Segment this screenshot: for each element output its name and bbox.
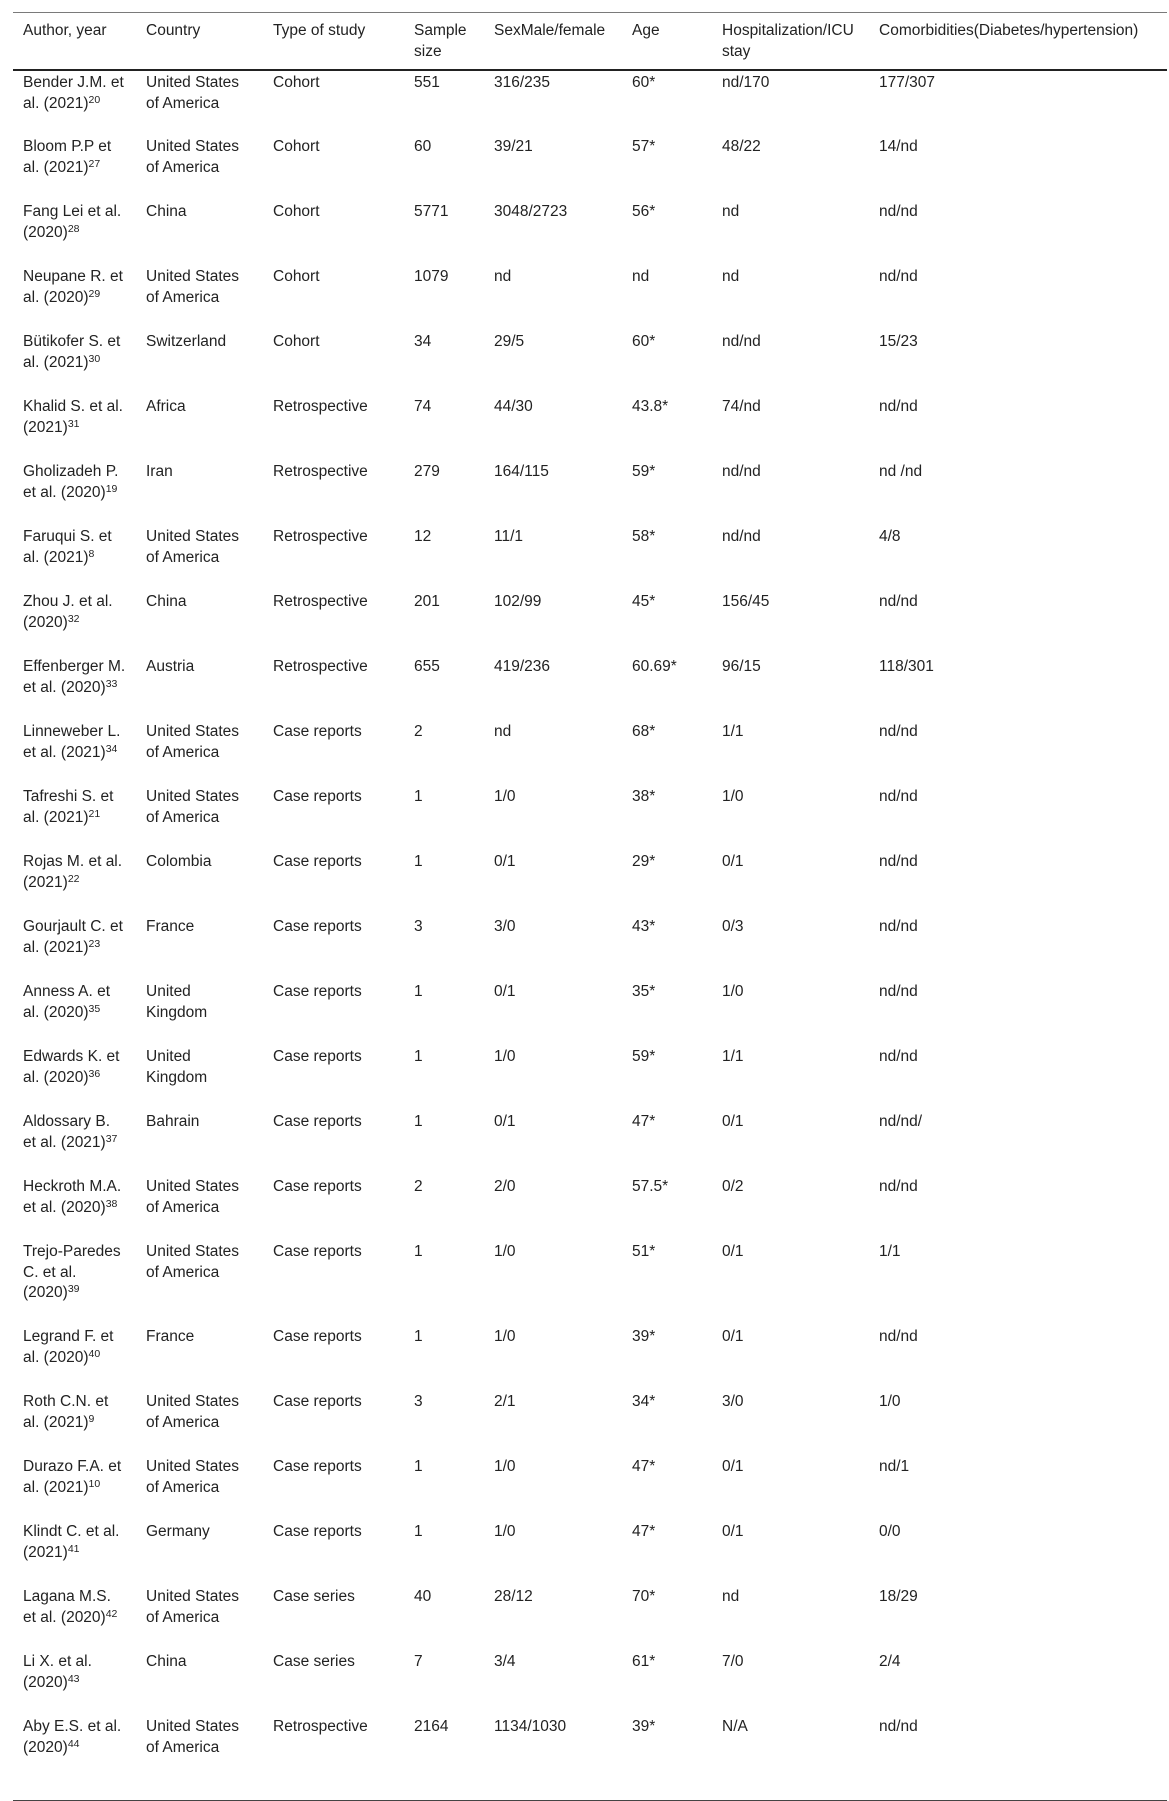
country-cell: United States of America [146, 1178, 240, 1216]
author-year-cell [13, 980, 136, 1045]
hospitalization-icu-cell: 156/45 [722, 593, 770, 610]
header-type-of-study: Type of study [273, 22, 366, 39]
table-body [13, 70, 1167, 1800]
comorbidities-cell: nd/1 [879, 1458, 910, 1475]
reference-number: 28 [67, 222, 80, 235]
author-year-text: Li X. et al. (2020) [23, 1653, 92, 1691]
age-cell: 43* [632, 918, 656, 935]
author-year-cell [13, 70, 136, 135]
reference-number: 31 [67, 417, 80, 430]
author-year-text: Klindt C. et al. (2021) [23, 1523, 120, 1561]
age-cell: 39* [632, 1328, 656, 1345]
author-year-text: Khalid S. et al. (2021) [23, 398, 123, 436]
study-type-cell: Case reports [273, 723, 362, 740]
table-row [13, 1650, 1167, 1715]
table-row [13, 655, 1167, 720]
author-year-cell [13, 330, 136, 395]
hospitalization-icu-cell: 1/0 [722, 788, 744, 805]
sex-cell: 1/0 [494, 1523, 516, 1540]
hospitalization-icu-cell: nd [722, 268, 740, 285]
age-cell: 35* [632, 983, 656, 1000]
author-year-text: Aby E.S. et al. (2020) [23, 1718, 122, 1756]
sex-cell: 0/1 [494, 1113, 516, 1130]
author-year-cell [13, 525, 136, 590]
comorbidities-cell: 0/0 [879, 1523, 901, 1540]
reference-number: 9 [88, 1412, 95, 1425]
country-cell: United States of America [146, 1588, 240, 1626]
hospitalization-icu-cell: 3/0 [722, 1393, 744, 1410]
age-cell: 39* [632, 1718, 656, 1735]
studies-table [13, 12, 1167, 1801]
study-type-cell: Retrospective [273, 658, 368, 675]
comorbidities-cell: 1/1 [879, 1243, 901, 1260]
author-year-text: Legrand F. et al. (2020) [23, 1328, 114, 1366]
comorbidities-cell: nd/nd [879, 1048, 918, 1065]
author-year-cell [13, 265, 136, 330]
reference-number: 20 [88, 93, 101, 106]
reference-number: 38 [105, 1197, 118, 1210]
author-year-text: Neupane R. et al. (2020) [23, 268, 123, 306]
reference-number: 44 [67, 1737, 80, 1750]
hospitalization-icu-cell: nd/nd [722, 333, 761, 350]
author-year-cell [13, 590, 136, 655]
study-type-cell: Case reports [273, 1523, 362, 1540]
table-row [13, 265, 1167, 330]
comorbidities-cell: 4/8 [879, 528, 901, 545]
sample-size-cell: 1 [414, 1458, 423, 1475]
age-cell: 45* [632, 593, 656, 610]
author-year-text: Heckroth M.A. et al. (2020) [23, 1178, 122, 1216]
author-year-text: Tafreshi S. et al. (2021) [23, 788, 114, 826]
country-cell: Austria [146, 658, 195, 675]
reference-number: 35 [88, 1002, 101, 1015]
sample-size-cell: 201 [414, 593, 440, 610]
author-year-text: Rojas M. et al. (2021) [23, 853, 123, 891]
sample-size-cell: 34 [414, 333, 432, 350]
country-cell: Iran [146, 463, 173, 480]
comorbidities-cell: 177/307 [879, 74, 936, 91]
sample-size-cell: 1 [414, 788, 423, 805]
sample-size-cell: 12 [414, 528, 432, 545]
reference-number: 33 [105, 677, 118, 690]
hospitalization-icu-cell: nd [722, 203, 740, 220]
age-cell: 47* [632, 1458, 656, 1475]
sample-size-cell: 1 [414, 1328, 423, 1345]
reference-number: 36 [88, 1067, 101, 1080]
hospitalization-icu-cell: 1/1 [722, 1048, 744, 1065]
study-type-cell: Case reports [273, 1458, 362, 1475]
study-type-cell: Cohort [273, 333, 320, 350]
reference-number: 34 [105, 742, 118, 755]
study-type-cell: Case series [273, 1653, 355, 1670]
age-cell: 57* [632, 138, 656, 155]
header-hospitalization-icu: Hospitalization/ICU stay [722, 22, 854, 60]
reference-number: 19 [105, 482, 118, 495]
author-year-cell [13, 1325, 136, 1390]
study-type-cell: Case reports [273, 1178, 362, 1195]
sex-cell: 0/1 [494, 983, 516, 1000]
sample-size-cell: 551 [414, 74, 440, 91]
author-year-cell [13, 135, 136, 200]
hospitalization-icu-cell: 0/1 [722, 1523, 744, 1540]
sex-cell: 44/30 [494, 398, 533, 415]
study-type-cell: Case series [273, 1588, 355, 1605]
author-year-cell [13, 460, 136, 525]
reference-number: 22 [67, 872, 80, 885]
sex-cell: 419/236 [494, 658, 551, 675]
comorbidities-cell: nd/nd [879, 983, 918, 1000]
comorbidities-cell: 118/301 [879, 658, 934, 675]
comorbidities-cell: 1/0 [879, 1393, 901, 1410]
author-year-text: Anness A. et al. (2020) [23, 983, 111, 1021]
sex-cell: 2/0 [494, 1178, 516, 1195]
country-cell: Germany [146, 1523, 210, 1540]
header-country: Country [146, 22, 201, 39]
table-row [13, 1715, 1167, 1800]
hospitalization-icu-cell: 0/1 [722, 1113, 744, 1130]
age-cell: 60.69* [632, 658, 677, 675]
hospitalization-icu-cell: 96/15 [722, 658, 761, 675]
reference-number: 40 [88, 1347, 101, 1360]
author-year-cell [13, 1045, 136, 1110]
sample-size-cell: 74 [414, 398, 432, 415]
study-type-cell: Retrospective [273, 1718, 368, 1735]
table-row [13, 1390, 1167, 1455]
study-type-cell: Retrospective [273, 398, 368, 415]
age-cell: 51* [632, 1243, 656, 1260]
country-cell: Colombia [146, 853, 212, 870]
hospitalization-icu-cell: 1/0 [722, 983, 744, 1000]
country-cell: Switzerland [146, 333, 227, 350]
sample-size-cell: 3 [414, 918, 423, 935]
table-row [13, 915, 1167, 980]
study-type-cell: Case reports [273, 1393, 362, 1410]
hospitalization-icu-cell: 0/1 [722, 1328, 744, 1345]
table-row [13, 525, 1167, 590]
sample-size-cell: 1 [414, 983, 423, 1000]
reference-number: 23 [88, 937, 101, 950]
sex-cell: 39/21 [494, 138, 533, 155]
country-cell: United States of America [146, 74, 240, 112]
age-cell: 47* [632, 1523, 656, 1540]
sex-cell: nd [494, 723, 512, 740]
author-year-text: Durazo F.A. et al. (2021) [23, 1458, 122, 1496]
table-row [13, 135, 1167, 200]
sample-size-cell: 2164 [414, 1718, 449, 1735]
sex-cell: 29/5 [494, 333, 525, 350]
hospitalization-icu-cell: 0/1 [722, 853, 744, 870]
country-cell: United Kingdom [146, 1048, 208, 1086]
reference-number: 43 [67, 1672, 80, 1685]
table-row [13, 590, 1167, 655]
author-year-text: Trejo-Paredes C. et al. (2020) [23, 1243, 121, 1301]
study-type-cell: Case reports [273, 1328, 362, 1345]
country-cell: China [146, 203, 187, 220]
author-year-cell [13, 720, 136, 785]
age-cell: 68* [632, 723, 656, 740]
sample-size-cell: 40 [414, 1588, 432, 1605]
reference-number: 30 [88, 352, 101, 365]
author-year-cell [13, 1175, 136, 1240]
author-year-text: Effenberger M. et al. (2020) [23, 658, 126, 696]
header-comorbidities: Comorbidities(Diabetes/hypertension) [879, 22, 1139, 39]
table-row [13, 200, 1167, 265]
table-row [13, 1240, 1167, 1325]
table-row [13, 1110, 1167, 1175]
comorbidities-cell: nd/nd [879, 398, 918, 415]
sex-cell: 164/115 [494, 463, 549, 480]
author-year-cell [13, 655, 136, 720]
reference-number: 10 [88, 1477, 101, 1490]
country-cell: Africa [146, 398, 186, 415]
comorbidities-cell: nd/nd [879, 723, 918, 740]
comorbidities-cell: nd/nd [879, 203, 918, 220]
study-type-cell: Cohort [273, 138, 320, 155]
age-cell: 60* [632, 74, 656, 91]
comorbidities-cell: nd /nd [879, 463, 923, 480]
hospitalization-icu-cell: 0/1 [722, 1243, 744, 1260]
sex-cell: 1134/1030 [494, 1718, 567, 1735]
study-type-cell: Case reports [273, 853, 362, 870]
age-cell: 43.8* [632, 398, 669, 415]
author-year-cell [13, 1110, 136, 1175]
study-type-cell: Case reports [273, 788, 362, 805]
author-year-cell [13, 1650, 136, 1715]
hospitalization-icu-cell: nd [722, 1588, 740, 1605]
comorbidities-cell: 15/23 [879, 333, 918, 350]
author-year-cell [13, 1455, 136, 1520]
hospitalization-icu-cell: nd/170 [722, 74, 770, 91]
age-cell: 38* [632, 788, 656, 805]
author-year-cell [13, 1520, 136, 1585]
study-type-cell: Retrospective [273, 463, 368, 480]
study-type-cell: Cohort [273, 203, 320, 220]
author-year-text: Gourjault C. et al. (2021) [23, 918, 123, 956]
country-cell: China [146, 1653, 187, 1670]
sex-cell: 102/99 [494, 593, 542, 610]
reference-number: 29 [88, 287, 101, 300]
comorbidities-cell: nd/nd/ [879, 1113, 923, 1130]
author-year-cell [13, 785, 136, 850]
sample-size-cell: 2 [414, 1178, 423, 1195]
table-row [13, 70, 1167, 135]
sample-size-cell: 5771 [414, 203, 449, 220]
reference-number: 41 [67, 1542, 80, 1555]
age-cell: 58* [632, 528, 656, 545]
age-cell: 57.5* [632, 1178, 669, 1195]
sex-cell: 11/1 [494, 528, 524, 545]
hospitalization-icu-cell: 1/1 [722, 723, 744, 740]
hospitalization-icu-cell: 0/2 [722, 1178, 744, 1195]
reference-number: 37 [105, 1132, 118, 1145]
age-cell: 59* [632, 463, 656, 480]
comorbidities-cell: nd/nd [879, 593, 918, 610]
country-cell: United States of America [146, 528, 240, 566]
age-cell: 70* [632, 1588, 656, 1605]
hospitalization-icu-cell: 48/22 [722, 138, 761, 155]
sex-cell: 1/0 [494, 1243, 516, 1260]
study-type-cell: Retrospective [273, 528, 368, 545]
header-sample-size: Sample size [414, 22, 467, 60]
author-year-text: Zhou J. et al. (2020) [23, 593, 113, 631]
author-year-text: Roth C.N. et al. (2021) [23, 1393, 109, 1431]
sex-cell: 2/1 [494, 1393, 516, 1410]
study-type-cell: Case reports [273, 1243, 362, 1260]
country-cell: United Kingdom [146, 983, 208, 1021]
table-row [13, 720, 1167, 785]
hospitalization-icu-cell: 74/nd [722, 398, 761, 415]
table-row [13, 980, 1167, 1045]
sample-size-cell: 1079 [414, 268, 449, 285]
study-type-cell: Retrospective [273, 593, 368, 610]
author-year-cell [13, 915, 136, 980]
author-year-cell [13, 1240, 136, 1325]
comorbidities-cell: nd/nd [879, 1178, 918, 1195]
sample-size-cell: 1 [414, 853, 423, 870]
sample-size-cell: 1 [414, 1243, 423, 1260]
country-cell: China [146, 593, 187, 610]
study-type-cell: Case reports [273, 918, 362, 935]
age-cell: 47* [632, 1113, 656, 1130]
header-author-year: Author, year [23, 22, 107, 39]
studies-table-container [13, 12, 1167, 1801]
table-row [13, 1045, 1167, 1110]
sex-cell: 316/235 [494, 74, 551, 91]
comorbidities-cell: nd/nd [879, 918, 918, 935]
table-row [13, 460, 1167, 525]
country-cell: Bahrain [146, 1113, 200, 1130]
author-year-cell [13, 850, 136, 915]
sample-size-cell: 1 [414, 1113, 423, 1130]
author-year-text: Faruqui S. et al. (2021) [23, 528, 112, 566]
age-cell: 60* [632, 333, 656, 350]
table-row [13, 1520, 1167, 1585]
hospitalization-icu-cell: 0/1 [722, 1458, 744, 1475]
sample-size-cell: 279 [414, 463, 440, 480]
country-cell: United States of America [146, 723, 240, 761]
country-cell: France [146, 918, 195, 935]
country-cell: United States of America [146, 1458, 240, 1496]
study-type-cell: Cohort [273, 74, 320, 91]
reference-number: 21 [88, 807, 101, 820]
comorbidities-cell: 14/nd [879, 138, 918, 155]
comorbidities-cell: nd/nd [879, 1328, 918, 1345]
age-cell: 34* [632, 1393, 656, 1410]
reference-number: 27 [88, 157, 101, 170]
table-row [13, 330, 1167, 395]
reference-number: 32 [67, 612, 80, 625]
author-year-cell [13, 200, 136, 265]
sex-cell: 1/0 [494, 1328, 516, 1345]
study-type-cell: Case reports [273, 1048, 362, 1065]
author-year-text: Gholizadeh P. et al. (2020) [23, 463, 119, 501]
reference-number: 42 [105, 1607, 118, 1620]
sex-cell: 28/12 [494, 1588, 533, 1605]
sample-size-cell: 1 [414, 1048, 423, 1065]
study-type-cell: Cohort [273, 268, 320, 285]
country-cell: United States of America [146, 1393, 240, 1431]
age-cell: nd [632, 268, 650, 285]
author-year-cell [13, 395, 136, 460]
author-year-text: Bloom P.P et al. (2021) [23, 138, 112, 176]
table-row [13, 1585, 1167, 1650]
comorbidities-cell: nd/nd [879, 268, 918, 285]
age-cell: 59* [632, 1048, 656, 1065]
study-type-cell: Case reports [273, 983, 362, 1000]
reference-number: 8 [88, 547, 95, 560]
reference-number: 39 [67, 1283, 80, 1295]
author-year-cell [13, 1585, 136, 1650]
hospitalization-icu-cell: 0/3 [722, 918, 744, 935]
sex-cell: 1/0 [494, 788, 516, 805]
age-cell: 29* [632, 853, 656, 870]
comorbidities-cell: nd/nd [879, 853, 918, 870]
country-cell: United States of America [146, 1718, 240, 1756]
author-year-text: Aldossary B. et al. (2021) [23, 1113, 111, 1151]
author-year-text: Lagana M.S. et al. (2020) [23, 1588, 111, 1626]
country-cell: United States of America [146, 138, 240, 176]
age-cell: 61* [632, 1653, 656, 1670]
sex-cell: 3048/2723 [494, 203, 568, 220]
sample-size-cell: 2 [414, 723, 423, 740]
author-year-text: Bütikofer S. et al. (2021) [23, 333, 121, 371]
author-year-text: Edwards K. et al. (2020) [23, 1048, 120, 1086]
hospitalization-icu-cell: nd/nd [722, 528, 761, 545]
header-row [13, 13, 1167, 71]
table-row [13, 1455, 1167, 1520]
author-year-text: Linneweber L. et al. (2021) [23, 723, 121, 761]
table-row [13, 850, 1167, 915]
study-type-cell: Case reports [273, 1113, 362, 1130]
header-sex: SexMale/female [494, 22, 606, 39]
sex-cell: nd [494, 268, 512, 285]
sample-size-cell: 1 [414, 1523, 423, 1540]
sex-cell: 0/1 [494, 853, 516, 870]
comorbidities-cell: nd/nd [879, 1718, 918, 1735]
author-year-cell [13, 1715, 136, 1800]
country-cell: United States of America [146, 1243, 240, 1281]
country-cell: France [146, 1328, 195, 1345]
sample-size-cell: 3 [414, 1393, 423, 1410]
sample-size-cell: 655 [414, 658, 440, 675]
sex-cell: 1/0 [494, 1458, 516, 1475]
sample-size-cell: 7 [414, 1653, 423, 1670]
sample-size-cell: 60 [414, 138, 432, 155]
table-row [13, 1175, 1167, 1240]
table-row [13, 395, 1167, 460]
hospitalization-icu-cell: 7/0 [722, 1653, 744, 1670]
hospitalization-icu-cell: nd/nd [722, 463, 761, 480]
hospitalization-icu-cell: N/A [722, 1718, 748, 1735]
country-cell: United States of America [146, 788, 240, 826]
sex-cell: 1/0 [494, 1048, 516, 1065]
comorbidities-cell: 18/29 [879, 1588, 918, 1605]
author-year-cell [13, 1390, 136, 1455]
table-row [13, 785, 1167, 850]
sex-cell: 3/4 [494, 1653, 516, 1670]
header-age: Age [632, 22, 660, 39]
comorbidities-cell: nd/nd [879, 788, 918, 805]
author-year-text: Fang Lei et al. (2020) [23, 203, 122, 241]
table-header [13, 13, 1167, 71]
comorbidities-cell: 2/4 [879, 1653, 901, 1670]
table-row [13, 1325, 1167, 1390]
sex-cell: 3/0 [494, 918, 516, 935]
country-cell: United States of America [146, 268, 240, 306]
author-year-text: Bender J.M. et al. (2021) [23, 74, 124, 112]
age-cell: 56* [632, 203, 656, 220]
